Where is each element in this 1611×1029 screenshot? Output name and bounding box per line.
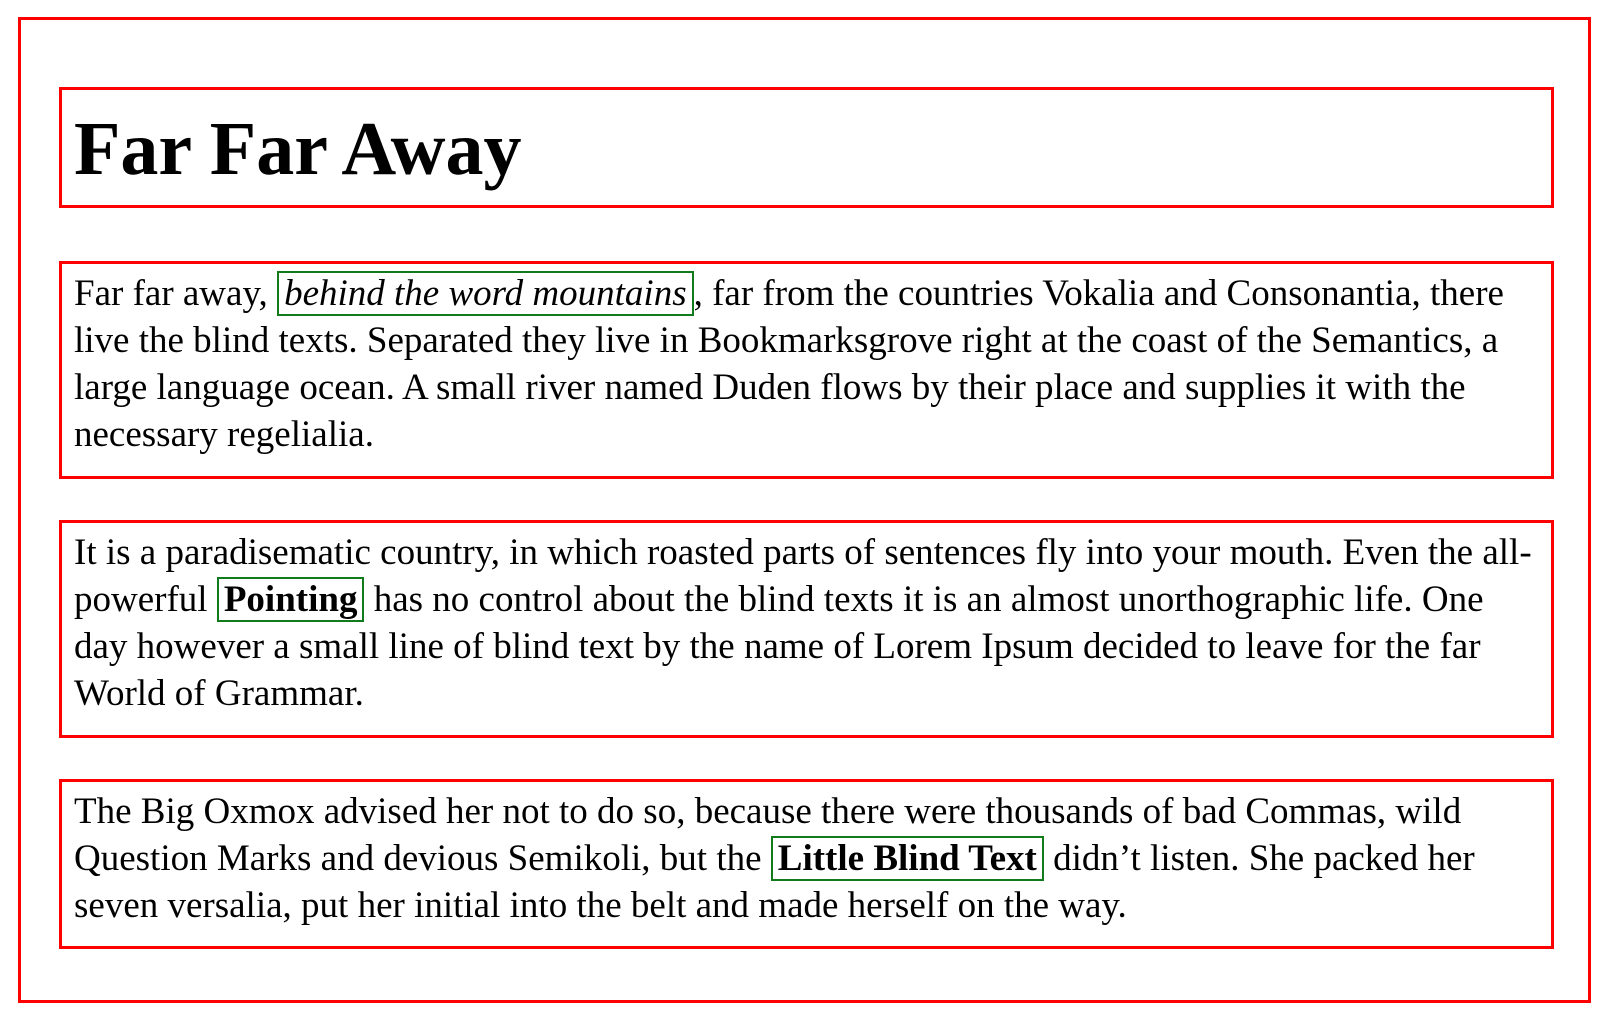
paragraph-3-after: didn’t listen. She packed her seven versalia, put her initial into the belt and made herself on the way. (74, 838, 1475, 926)
page-title: Far Far Away (74, 107, 522, 191)
paragraph-2-after: has no control about the blind texts it is an almost unorthographic life. One day however a small line of blind text by the name of Lorem Ipsum decided to leave for the far World of Grammar. (74, 579, 1484, 714)
paragraph-3-before: The Big Oxmox advised her not to do so, because there were thousands of bad Commas, wild Question Marks and devious Semikoli, but the (74, 791, 1462, 879)
paragraph-block-2 (59, 520, 1554, 738)
paragraph-1 (74, 264, 1539, 458)
paragraph-2 (74, 523, 1539, 717)
highlight-pointing: Pointing (217, 577, 365, 622)
paragraph-3 (74, 782, 1539, 929)
highlight-behind-the-word-mountains: behind the word mountains (277, 271, 694, 316)
paragraph-1-before: Far far away, (74, 273, 278, 314)
paragraph-2-before: It is a paradisematic country, in which roasted parts of sentences fly into your mouth. Even the all-powerful (74, 532, 1532, 620)
highlight-little-blind-text: Little Blind Text (771, 836, 1044, 881)
title-block (59, 87, 1554, 208)
paragraph-block-3 (59, 779, 1554, 949)
paragraph-block-1 (59, 261, 1554, 479)
paragraph-1-after: , far from the countries Vokalia and Consonantia, there live the blind texts. Separated they live in Bookmarksgrove right at the coast of the Semantics, a large language ocean. A small river named Duden flows by their place and supplies it with the necessary regelialia. (74, 273, 1504, 455)
